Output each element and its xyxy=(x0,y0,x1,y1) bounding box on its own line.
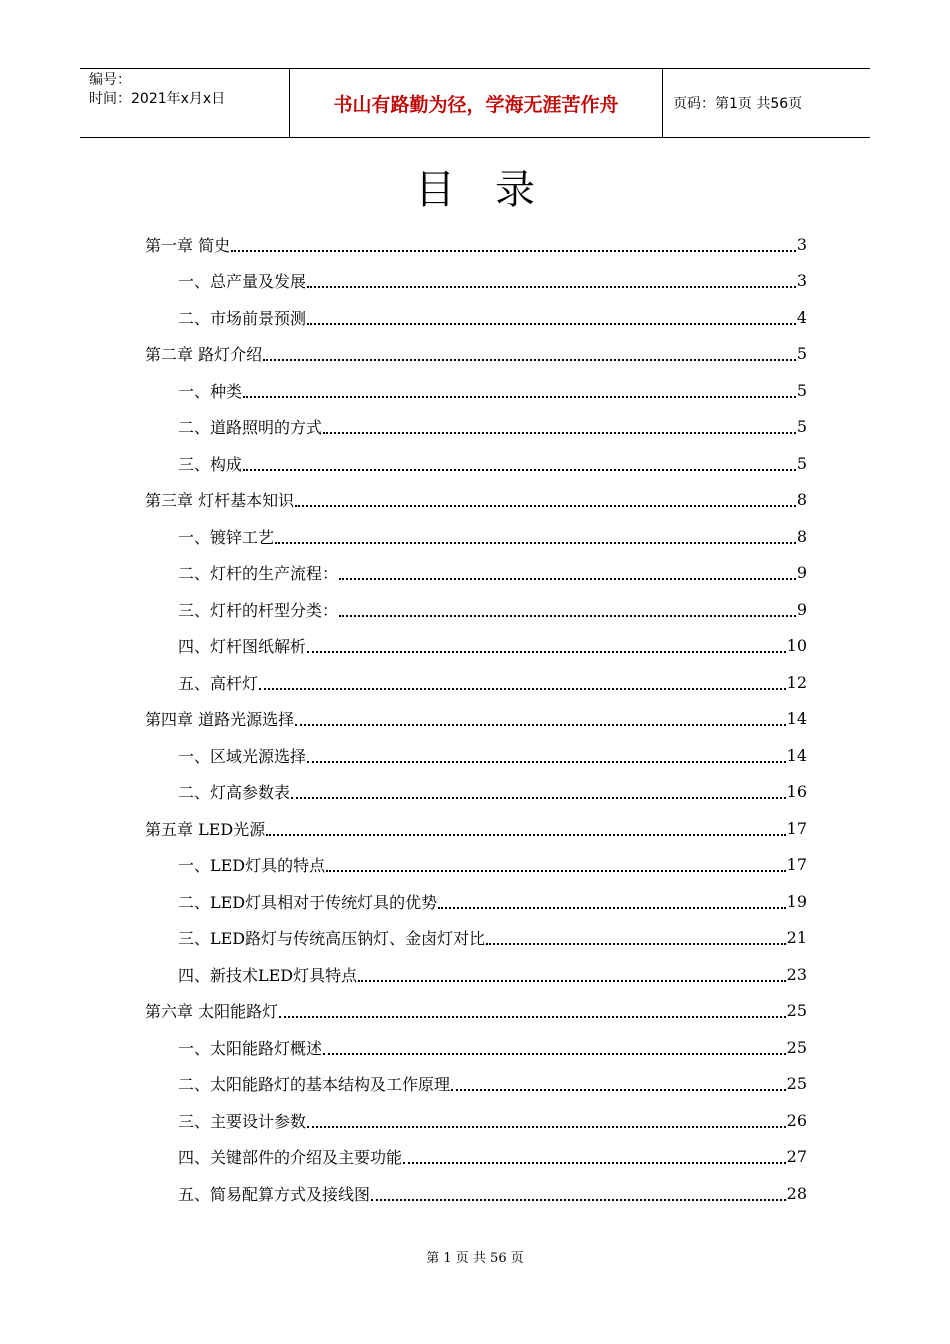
header-meta xyxy=(80,69,289,137)
toc-entry-page: 19 xyxy=(786,891,807,911)
toc-entry-page: 9 xyxy=(796,599,807,619)
toc-entry[interactable] xyxy=(145,299,807,336)
toc-entry-page: 25 xyxy=(786,1037,807,1057)
toc-entry[interactable] xyxy=(145,883,807,920)
toc-entry[interactable] xyxy=(145,1029,807,1066)
toc-entry-label: 二、灯杆的生产流程： xyxy=(178,564,339,584)
toc-dot-leader xyxy=(243,468,796,471)
toc-entry[interactable] xyxy=(145,518,807,555)
toc-entry-page: 25 xyxy=(786,1074,807,1094)
toc-entry-page: 14 xyxy=(786,745,807,765)
toc-entry[interactable] xyxy=(145,263,807,300)
toc-dot-leader xyxy=(231,249,796,252)
toc-entry-label: 三、灯杆的杆型分类： xyxy=(178,600,339,620)
toc-entry-label: 第六章 太阳能路灯 xyxy=(145,1002,279,1022)
toc-entry-label: 一、LED灯具的特点 xyxy=(178,856,326,876)
toc-dot-leader xyxy=(295,504,796,507)
toc-entry-label: 五、高杆灯 xyxy=(178,673,259,693)
header-page-info: 页码：第1页 共56页 xyxy=(673,96,803,112)
toc-entry-page: 3 xyxy=(796,271,807,291)
toc-entry[interactable] xyxy=(145,482,807,519)
toc-entry[interactable] xyxy=(145,1139,807,1176)
toc-entry[interactable] xyxy=(145,226,807,263)
toc-entry-label: 第三章 灯杆基本知识 xyxy=(145,491,295,511)
toc-entry-page: 17 xyxy=(786,818,807,838)
toc-entry[interactable] xyxy=(145,372,807,409)
toc-entry-page: 4 xyxy=(796,307,807,327)
toc-entry-label: 一、种类 xyxy=(178,381,243,401)
toc-entry-label: 一、镀锌工艺 xyxy=(178,527,275,547)
toc-entry[interactable] xyxy=(145,737,807,774)
toc-entry[interactable] xyxy=(145,701,807,738)
toc-entry-label: 一、总产量及发展 xyxy=(178,272,307,292)
toc-dot-leader xyxy=(275,541,796,544)
toc-entry-page: 27 xyxy=(786,1147,807,1167)
page-header xyxy=(80,68,870,138)
toc-dot-leader xyxy=(438,906,786,909)
toc-dot-leader xyxy=(295,723,786,726)
toc-entry-label: 三、LED路灯与传统高压钠灯、金卤灯对比 xyxy=(178,929,486,949)
toc-dot-leader xyxy=(451,1088,786,1091)
header-date: 时间：2021年x月x日 xyxy=(89,91,226,107)
toc-entry[interactable] xyxy=(145,956,807,993)
toc-dot-leader xyxy=(307,322,796,325)
toc-entry-page: 23 xyxy=(786,964,807,984)
toc-entry-page: 21 xyxy=(786,928,807,948)
toc-entry[interactable] xyxy=(145,664,807,701)
toc-dot-leader xyxy=(307,285,796,288)
toc-dot-leader xyxy=(358,979,786,982)
toc-dot-leader xyxy=(259,687,786,690)
toc-entry-label: 二、道路照明的方式 xyxy=(178,418,323,438)
toc-entry-page: 5 xyxy=(796,453,807,473)
toc-entry-label: 第一章 简史 xyxy=(145,235,231,255)
toc-entry-label: 一、区域光源选择 xyxy=(178,746,307,766)
toc-entry-page: 16 xyxy=(786,782,807,802)
toc-entry[interactable] xyxy=(145,810,807,847)
toc-dot-leader xyxy=(339,577,796,580)
table-of-contents xyxy=(145,226,807,1212)
toc-dot-leader xyxy=(403,1161,786,1164)
toc-dot-leader xyxy=(323,1052,786,1055)
toc-dot-leader xyxy=(326,869,786,872)
toc-entry[interactable] xyxy=(145,628,807,665)
toc-entry-label: 一、太阳能路灯概述 xyxy=(178,1038,323,1058)
header-id-label: 编号： xyxy=(89,72,131,88)
toc-entry[interactable] xyxy=(145,993,807,1030)
toc-entry-label: 四、关键部件的介绍及主要功能 xyxy=(178,1148,403,1168)
toc-entry-label: 二、太阳能路灯的基本结构及工作原理 xyxy=(178,1075,451,1095)
toc-dot-leader xyxy=(307,1125,786,1128)
toc-dot-leader xyxy=(266,833,785,836)
toc-entry-page: 28 xyxy=(786,1183,807,1203)
toc-entry-page: 8 xyxy=(796,526,807,546)
toc-entry-page: 5 xyxy=(796,380,807,400)
toc-entry[interactable] xyxy=(145,336,807,373)
toc-entry-page: 14 xyxy=(786,709,807,729)
toc-dot-leader xyxy=(307,760,786,763)
toc-entry[interactable] xyxy=(145,920,807,957)
toc-entry[interactable] xyxy=(145,591,807,628)
toc-dot-leader xyxy=(323,431,796,434)
toc-entry-page: 9 xyxy=(796,563,807,583)
toc-entry[interactable] xyxy=(145,555,807,592)
toc-entry-page: 5 xyxy=(796,417,807,437)
toc-dot-leader xyxy=(486,942,786,945)
toc-entry-label: 五、简易配算方式及接线图 xyxy=(178,1184,371,1204)
toc-entry[interactable] xyxy=(145,774,807,811)
toc-entry-label: 二、市场前景预测 xyxy=(178,308,307,328)
toc-entry-page: 25 xyxy=(786,1001,807,1021)
toc-entry[interactable] xyxy=(145,847,807,884)
toc-entry-label: 二、灯高参数表 xyxy=(178,783,291,803)
toc-entry[interactable] xyxy=(145,1066,807,1103)
toc-entry-label: 第二章 路灯介绍 xyxy=(145,345,263,365)
toc-dot-leader xyxy=(263,358,796,361)
toc-entry-page: 17 xyxy=(786,855,807,875)
toc-entry-page: 26 xyxy=(786,1110,807,1130)
toc-entry[interactable] xyxy=(145,409,807,446)
toc-entry-label: 三、主要设计参数 xyxy=(178,1111,307,1131)
toc-entry-page: 5 xyxy=(796,344,807,364)
toc-entry-label: 四、灯杆图纸解析 xyxy=(178,637,307,657)
page-footer: 第 1 页 共 56 页 xyxy=(426,1251,524,1266)
toc-entry[interactable] xyxy=(145,445,807,482)
toc-entry-page: 8 xyxy=(796,490,807,510)
toc-entry-label: 四、新技术LED灯具特点 xyxy=(178,965,358,985)
toc-entry-label: 第五章 LED光源 xyxy=(145,819,266,839)
toc-dot-leader xyxy=(291,796,786,799)
toc-entry[interactable] xyxy=(145,1102,807,1139)
toc-entry-page: 12 xyxy=(786,672,807,692)
toc-dot-leader xyxy=(279,1015,786,1018)
toc-entry-label: 二、LED灯具相对于传统灯具的优势 xyxy=(178,892,438,912)
toc-entry-label: 三、构成 xyxy=(178,454,243,474)
header-motto: 书山有路勤为径，学海无涯苦作舟 xyxy=(289,69,663,137)
page-title: 目录 xyxy=(415,167,575,213)
toc-dot-leader xyxy=(371,1198,786,1201)
toc-entry-page: 10 xyxy=(786,636,807,656)
toc-dot-leader xyxy=(307,650,786,653)
toc-dot-leader xyxy=(243,395,796,398)
toc-dot-leader xyxy=(339,614,796,617)
toc-entry[interactable] xyxy=(145,1175,807,1212)
toc-entry-page: 3 xyxy=(796,234,807,254)
toc-entry-label: 第四章 道路光源选择 xyxy=(145,710,295,730)
